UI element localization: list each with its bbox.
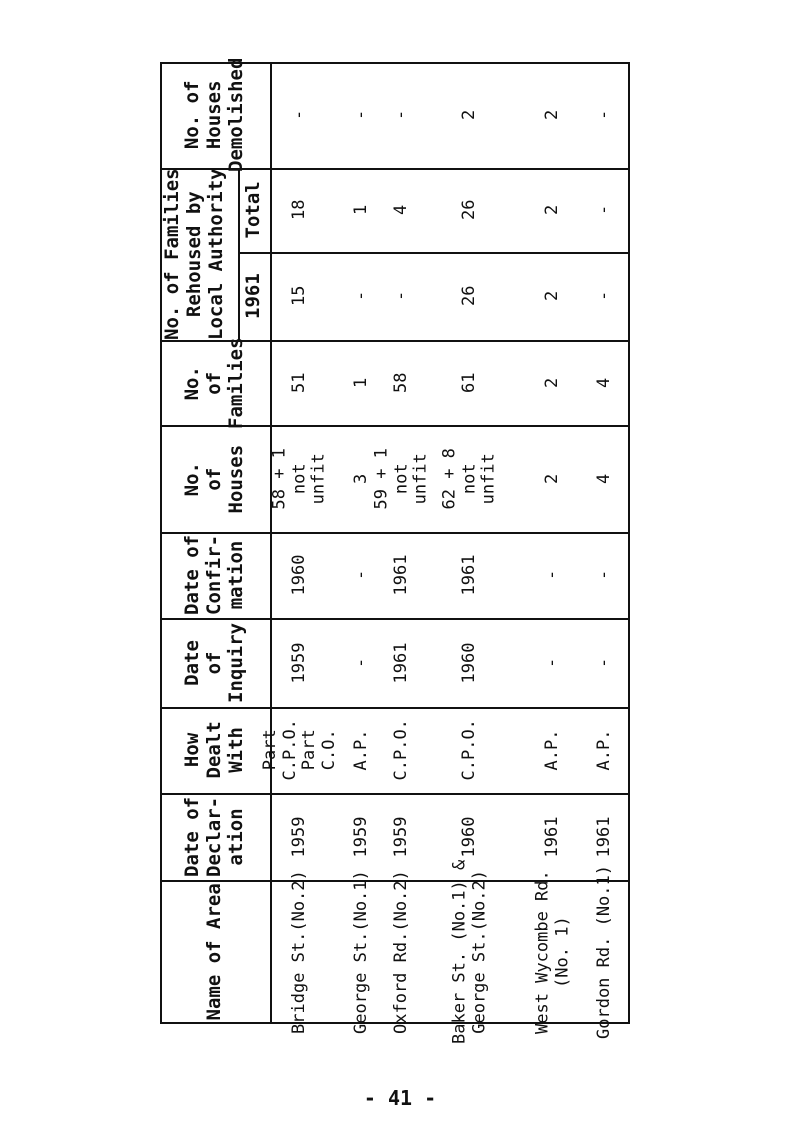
cell-houses: 4 bbox=[594, 473, 614, 484]
cell-inquiry: 1959 bbox=[289, 642, 309, 683]
cell-rehoused-total: 2 bbox=[542, 204, 562, 215]
cell-rehoused-1961: 2 bbox=[542, 290, 562, 301]
header-rehoused-total: Total bbox=[242, 181, 264, 239]
header-houses: No. of Houses bbox=[181, 444, 247, 513]
cell-area: Baker St. (No.1) & George St.(No.2) bbox=[449, 859, 490, 1044]
cell-declaration: 1959 bbox=[289, 816, 309, 857]
cell-area: Gordon Rd. (No.1) bbox=[594, 865, 614, 1039]
cell-families: 2 bbox=[542, 377, 562, 388]
cell-area: George St.(No.1) bbox=[351, 870, 371, 1034]
rehoused-subheader-divider bbox=[238, 168, 240, 340]
cell-declaration: 1961 bbox=[542, 816, 562, 857]
cell-houses: 59 + 1 not unfit bbox=[371, 447, 431, 509]
cell-area: West Wycombe Rd. (No. 1) bbox=[532, 870, 573, 1034]
cell-houses: 62 + 8 not unfit bbox=[439, 447, 499, 509]
cell-houses-demolished: - bbox=[351, 109, 371, 120]
header-houses-demolished: No. of Houses Demolished bbox=[181, 57, 247, 172]
header-rehoused: No. of Families Rehoused by Local Authority bbox=[161, 168, 227, 340]
cell-declaration: 1960 bbox=[459, 816, 479, 857]
cell-rehoused-1961: 26 bbox=[459, 285, 479, 306]
cell-houses-demolished: - bbox=[594, 109, 614, 120]
cell-rehoused-total: - bbox=[594, 204, 614, 215]
column-divider bbox=[160, 532, 630, 534]
cell-rehoused-1961: - bbox=[351, 290, 371, 301]
column-divider bbox=[160, 707, 630, 709]
cell-families: 51 bbox=[289, 372, 309, 393]
cell-confirmation: - bbox=[351, 569, 371, 580]
cell-families: 58 bbox=[391, 372, 411, 393]
cell-dealt: Part C.P.O. Part C.O. bbox=[260, 719, 339, 781]
cell-inquiry: - bbox=[542, 657, 562, 668]
page-number: - 41 - bbox=[363, 1086, 437, 1110]
cell-houses-demolished: 2 bbox=[459, 109, 479, 120]
cell-dealt: A.P. bbox=[542, 729, 562, 771]
header-inquiry: Date of Inquiry bbox=[181, 622, 247, 703]
cell-houses: 3 bbox=[351, 473, 371, 484]
cell-families: 1 bbox=[351, 377, 371, 388]
cell-dealt: A.P. bbox=[351, 729, 371, 771]
header-families: No. of Families bbox=[181, 336, 247, 429]
cell-rehoused-total: 18 bbox=[289, 199, 309, 220]
cell-confirmation: 1960 bbox=[289, 554, 309, 596]
cell-declaration: 1961 bbox=[594, 816, 614, 857]
cell-rehoused-1961: - bbox=[391, 290, 411, 301]
cell-houses-demolished: - bbox=[391, 109, 411, 120]
cell-declaration: 1959 bbox=[351, 816, 371, 857]
column-divider bbox=[160, 618, 630, 620]
cell-confirmation: 1961 bbox=[391, 554, 411, 596]
column-divider bbox=[160, 793, 630, 795]
cell-inquiry: - bbox=[594, 657, 614, 668]
cell-inquiry: 1961 bbox=[391, 642, 411, 683]
header-area: Name of Area bbox=[203, 883, 225, 1021]
cell-inquiry: 1960 bbox=[459, 642, 479, 683]
cell-families: 61 bbox=[459, 372, 479, 393]
cell-houses: 58 + 1 not unfit bbox=[269, 447, 329, 509]
header-rehoused-1961: 1961 bbox=[242, 273, 264, 319]
cell-dealt: C.P.O. bbox=[391, 719, 411, 781]
cell-rehoused-1961: - bbox=[594, 290, 614, 301]
cell-rehoused-total: 1 bbox=[351, 204, 371, 215]
cell-houses-demolished: 2 bbox=[542, 109, 562, 120]
cell-confirmation: - bbox=[594, 569, 614, 580]
cell-inquiry: - bbox=[351, 657, 371, 668]
cell-houses: 2 bbox=[542, 473, 562, 484]
cell-families: 4 bbox=[594, 377, 614, 388]
cell-rehoused-total: 4 bbox=[391, 204, 411, 215]
header-confirmation: Date of Confir- mation bbox=[181, 534, 247, 615]
cell-confirmation: - bbox=[542, 569, 562, 580]
header-dealt: How Dealt With bbox=[181, 721, 247, 779]
cell-area: Bridge St.(No.2) bbox=[289, 870, 309, 1034]
header-declaration: Date of Declar- ation bbox=[181, 796, 247, 877]
cell-confirmation: 1961 bbox=[459, 554, 479, 596]
cell-rehoused-total: 26 bbox=[459, 199, 479, 220]
cell-dealt: A.P. bbox=[594, 729, 614, 771]
cell-rehoused-1961: 15 bbox=[289, 285, 309, 306]
cell-houses-demolished: - bbox=[289, 109, 309, 120]
cell-dealt: C.P.O. bbox=[459, 719, 479, 781]
cell-declaration: 1959 bbox=[391, 816, 411, 857]
cell-area: Oxford Rd.(No.2) bbox=[391, 870, 411, 1034]
rehoused-subdivider bbox=[238, 252, 630, 254]
header-divider bbox=[270, 62, 272, 1024]
